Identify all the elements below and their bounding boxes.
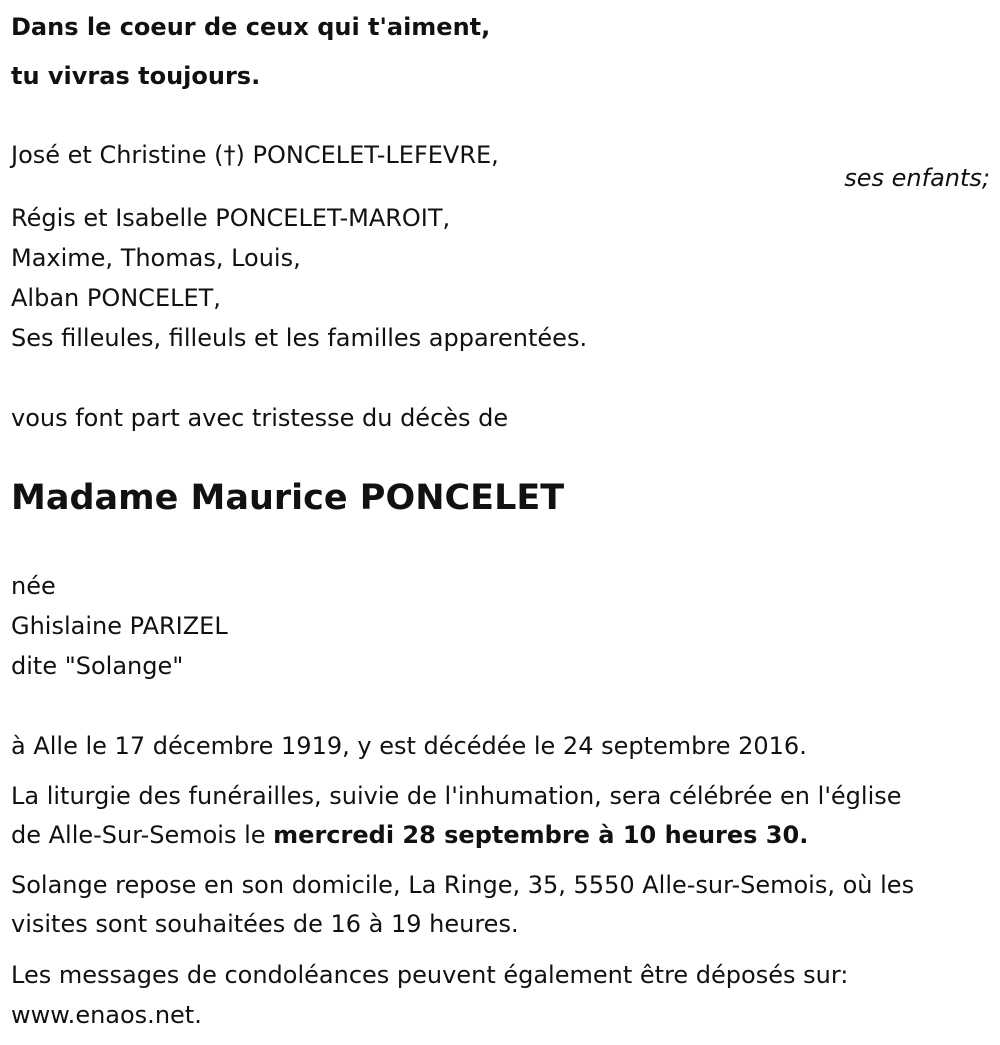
announcement-text: vous font part avec tristesse du décès de xyxy=(11,404,509,432)
family-line-2: Régis et Isabelle PONCELET-MAROIT, xyxy=(11,204,451,232)
family-relation: ses enfants; xyxy=(844,164,990,192)
epitaph-line-2: tu vivras toujours. xyxy=(11,62,261,90)
family-line-1: José et Christine (†) PONCELET-LEFEVRE, xyxy=(11,141,499,169)
funeral-datetime: mercredi 28 septembre à 10 heures 30. xyxy=(273,821,809,849)
funeral-line-2 xyxy=(11,821,808,849)
condolences-line-1: Les messages de condoléances peuvent également être déposés sur: xyxy=(11,961,849,989)
rest-line-2: visites sont souhaitées de 16 à 19 heures. xyxy=(11,910,519,938)
family-line-4: Alban PONCELET, xyxy=(11,284,221,312)
born-label: née xyxy=(11,572,56,600)
family-line-5: Ses filleules, filleuls et les familles apparentées. xyxy=(11,324,588,352)
funeral-line-1: La liturgie des funérailles, suivie de l'inhumation, sera célébrée en l'église xyxy=(11,782,902,810)
family-line-3: Maxime, Thomas, Louis, xyxy=(11,244,301,272)
birth-death-text: à Alle le 17 décembre 1919, y est décédée le 24 septembre 2016. xyxy=(11,732,807,760)
deceased-name: Madame Maurice PONCELET xyxy=(11,478,565,518)
funeral-location-text: de Alle-Sur-Semois le xyxy=(11,821,274,849)
rest-line-1: Solange repose en son domicile, La Ringe, 35, 5550 Alle-sur-Semois, où les xyxy=(11,871,915,899)
maiden-name: Ghislaine PARIZEL xyxy=(11,612,228,640)
nickname: dite "Solange" xyxy=(11,652,184,680)
epitaph-line-1: Dans le coeur de ceux qui t'aiment, xyxy=(11,13,491,41)
condolences-website: www.enaos.net. xyxy=(11,1001,202,1029)
